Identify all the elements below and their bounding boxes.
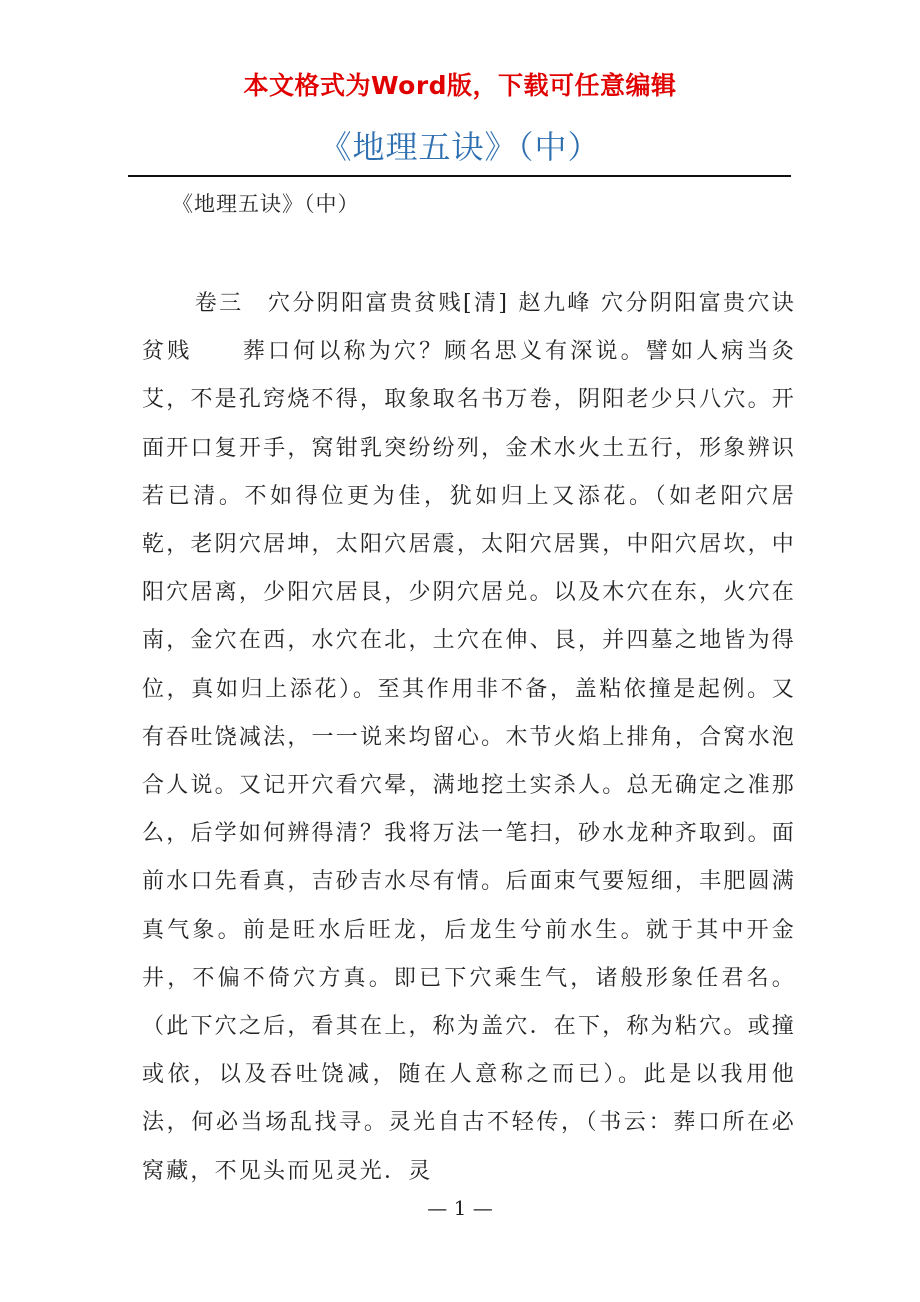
download-banner: 本文格式为Word版，下载可任意编辑 — [243, 71, 677, 100]
title-divider — [128, 175, 791, 177]
page-number: — 1 — — [427, 1196, 493, 1220]
body-paragraph: 卷三 穴分阴阳富贵贫贱[清] 赵九峰 穴分阴阳富贵穴诀贫贱 葬口何以称为穴？顾名思义有深说。譬如人病当灸艾，不是孔窍烧不得，取象取名书万卷，阴阳老少只八穴。开面开口复开手，窝钳乳突纷纷列，金术水火土五行，形象辨识若已清。不如得位更为佳，犹如归上又添花。（如老阳穴居乾，老阴穴居坤，太阳穴居震，太阳穴居巽，中阳穴居坎，中阳穴居离，少阳穴居艮，少阴穴居兑。以及木穴在东，火穴在南，金穴在西，水穴在北，土穴在伸、艮，并四墓之地皆为得位，真如归上添花）。至其作用非不备，盖粘依撞是起例。又有吞吐饶减法，一一说来均留心。木节火焰上排角，合窝水泡合人说。又记开穴看穴晕，满地挖土实杀人。总无确定之准那么，后学如何辨得清？我将万法一笔扫，砂水龙种齐取到。面前水口先看真，吉砂吉水尽有情。后面束气要短细，丰肥圆满真气象。前是旺水后旺龙，后龙生兮前水生。就于其中开金井，不偏不倚穴方真。即已下穴乘生气，诸般形象任君名。（此下穴之后，看其在上，称为盖穴．在下，称为粘穴。或撞或依，以及吞吐饶减，随在人意称之而已）。此是以我用他法，何必当场乱找寻。灵光自古不轻传，（书云：葬口所在必窝藏，不见头而见灵光．灵 — [142, 291, 796, 1184]
document-subtitle: 《地理五诀》（中） — [172, 192, 360, 216]
document-title: 《地理五诀》（中） — [319, 128, 601, 166]
document-body — [142, 280, 796, 1196]
